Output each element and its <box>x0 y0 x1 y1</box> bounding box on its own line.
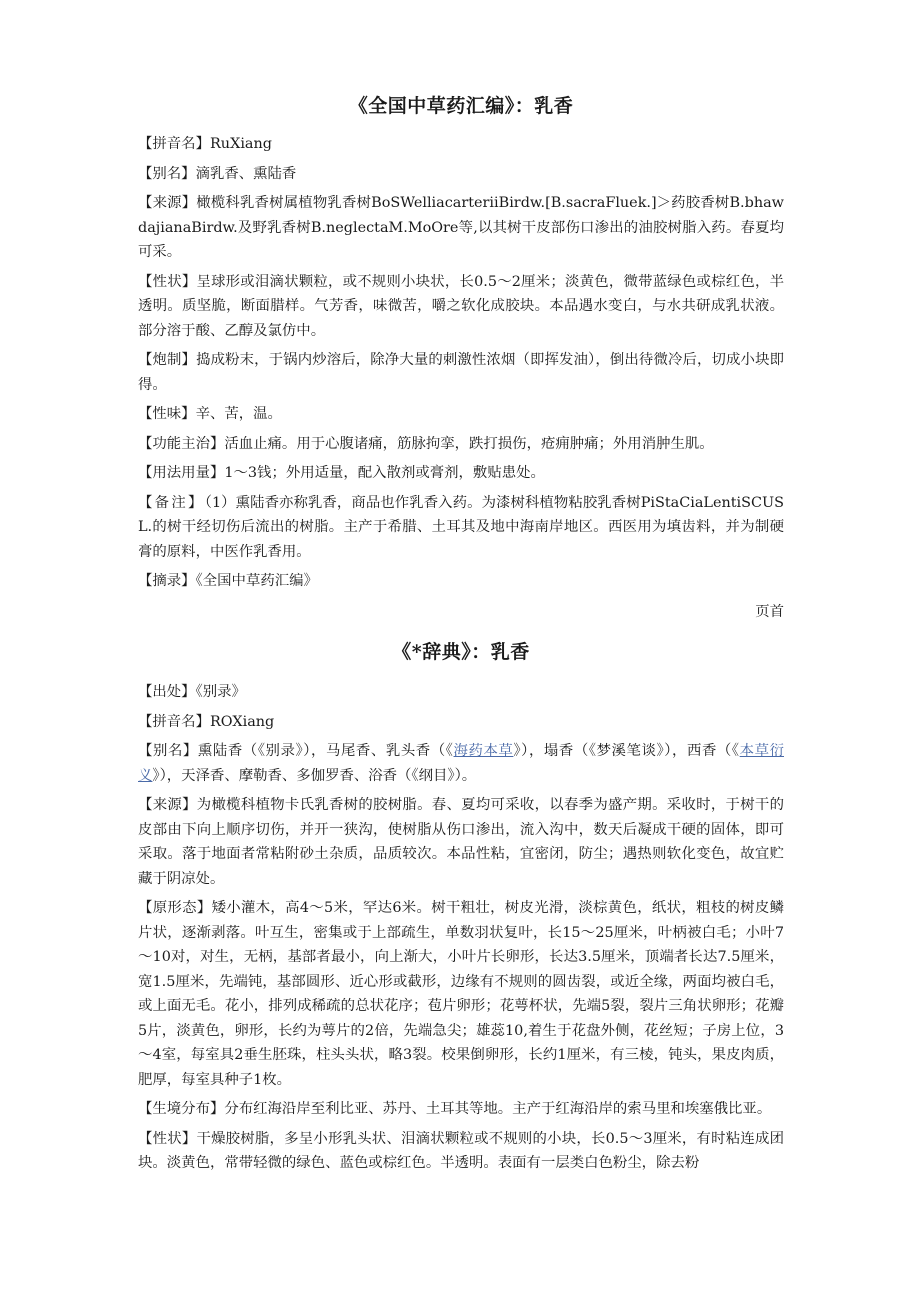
doc1-function <box>138 432 784 457</box>
doc1-excerpt <box>138 569 784 594</box>
section-text: 活血止痛。用于心腹诸痛，筋脉拘挛，跌打损伤，疮痈肿痛；外用消肿生肌。 <box>224 435 714 452</box>
doc1-pinyin <box>138 132 784 157</box>
section-head: 【备注】 <box>138 494 205 511</box>
doc1-processing <box>138 348 784 397</box>
section-head: 【功能主治】 <box>138 435 225 452</box>
document-page <box>138 0 784 1181</box>
back-to-top-link[interactable]: 页首 <box>755 603 784 620</box>
section-head: 【别名】 <box>138 743 198 759</box>
section-text: RuXiang <box>209 136 272 152</box>
section-head: 【出处】 <box>138 684 196 700</box>
bencao-yanyi-link[interactable]: 本草衍义 <box>138 743 784 784</box>
section-head: 【别名】 <box>138 165 196 182</box>
section-text: 矮小灌木，高4～5米，罕达6米。树干粗壮，树皮光滑，淡棕黄色，纸状，粗枝的树皮鳞片状，逐渐剥落。叶互生，密集或于上部疏生，单数羽状复叶，长15～25厘米，叶柄被白毛；小叶7～10对，对生，无柄，基部者最小，向上渐大，小叶片长卵形，长达3.5厘米，顶端者长达7.5厘米，宽1.5厘米，先端钝，基部圆形、近心形或截形，边缘有不规则的圆齿裂，或近全缘，两面均被白毛，或上面无毛。花小，排列成稀疏的总状花序；苞片卵形；花萼杯状，先端5裂，裂片三角状卵形；花瓣5片，淡黄色，卵形，长约为萼片的2倍，先端急尖；雄蕊10,着生于花盘外侧，花丝短；子房上位，3～4室，每室具2垂生胚珠，柱头头状，略3裂。校果倒卵形，长约1厘米，有三棱，钝头，果皮肉质，肥厚，每室具种子1枚。 <box>138 900 784 1088</box>
doc1-alias <box>138 162 784 187</box>
doc1-title: 《全国中草药汇编》：乳香 <box>348 95 574 117</box>
doc1-usage <box>138 461 784 486</box>
doc2-pinyin <box>138 710 784 735</box>
section-text: 滴乳香、熏陆香 <box>195 165 297 182</box>
doc1-note <box>138 491 784 565</box>
doc2-character <box>138 1127 784 1176</box>
section-text: 《全国中草药汇编》 <box>195 573 318 589</box>
doc2-alias <box>138 739 784 788</box>
doc2-morphology <box>138 896 784 1092</box>
section-head: 【性状】 <box>138 1130 197 1147</box>
section-head: 【性味】 <box>138 406 196 422</box>
doc2-source <box>138 793 784 891</box>
section-head: 【用法用量】 <box>138 465 225 481</box>
doc1-source <box>138 191 784 265</box>
section-text: 1～3钱；外用适量，配入散剂或膏剂，敷贴患处。 <box>224 465 545 481</box>
doc1-character <box>138 270 784 344</box>
section-text: 》），塌香（《梦溪笔谈》），西香（《 <box>513 743 740 759</box>
section-text: 》），天泽香、摩勒香、多伽罗香、浴香（《纲目》）。 <box>152 767 477 784</box>
haiyao-bencao-link[interactable]: 海药本草 <box>453 743 514 759</box>
section-head: 【拼音名】 <box>138 136 210 152</box>
section-text: （1）熏陆香亦称乳香，商品也作乳香入药。为漆树科植物粘胶乳香树PiStaCiaLentiSCUSL.的树干经切伤后流出的树脂。主产于希腊、土耳其及地中海南岸地区。西医用为填齿料，并为制硬膏的原料，中医作乳香用。 <box>138 494 784 560</box>
section-text: 呈球形或泪滴状颗粒，或不规则小块状，长0.5～2厘米；淡黄色，微带蓝绿色或棕红色，半透明。质坚脆，断面腊样。气芳香，味微苦，嚼之软化成胶块。本品遇水变白，与水共研成乳状液。部分溶于酸、乙醇及氯仿中。 <box>138 273 784 339</box>
section-head: 【来源】 <box>138 195 197 211</box>
section-head: 【炮制】 <box>138 352 197 368</box>
section-head: 【来源】 <box>138 797 197 813</box>
section-text: 为橄榄科植物卡氏乳香树的胶树脂。春、夏均可采收，以春季为盛产期。采收时，于树干的皮部由下向上顺序切伤，并开一狭沟，使树脂从伤口渗出，流入沟中，数天后凝成干硬的固体，即可采取。落于地面者常粘附砂土杂质，品质较次。本品性粘，宜密闭，防尘；遇热则软化变色，故宜贮藏于阴凉处。 <box>138 797 784 887</box>
section-text: 《别录》 <box>195 684 246 700</box>
section-head: 【性状】 <box>138 273 197 290</box>
doc2-title: 《*辞典》：乳香 <box>392 641 530 663</box>
section-text: ROXiang <box>209 713 275 730</box>
section-head: 【拼音名】 <box>138 713 210 730</box>
section-text: 橄榄科乳香树属植物乳香树BoSWelliacarteriiBirdw.[B.sacraFluek.]＞药胶香树B.bhawdajianaBirdw.及野乳香树B.neglectaM.MoOre等,以其树干皮部伤口渗出的油胶树脂入药。春夏均可采。 <box>138 195 784 260</box>
section-head: 【摘录】 <box>138 573 196 589</box>
section-text: 捣成粉末，于锅内炒溶后，除净大量的刺激性浓烟（即挥发油），倒出待微冷后，切成小块即得。 <box>138 352 784 393</box>
section-text: 分布红海沿岸至利比亚、苏丹、土耳其等地。主产于红海沿岸的索马里和埃塞俄比亚。 <box>224 1101 772 1117</box>
doc1-taste <box>138 402 784 427</box>
section-text: 辛、苦，温。 <box>195 406 282 422</box>
section-head: 【原形态】 <box>138 900 212 916</box>
doc2-origin <box>138 680 784 705</box>
section-head: 【生境分布】 <box>138 1101 225 1117</box>
doc2-distribution <box>138 1097 784 1122</box>
section-text: 熏陆香（《别录》），马尾香、乳头香（《 <box>197 743 454 759</box>
section-text: 干燥胶树脂，多呈小形乳头状、泪滴状颗粒或不规则的小块，长0.5～3厘米，有时粘连成团块。淡黄色，常带轻微的绿色、蓝色或棕红色。半透明。表面有一层类白色粉尘，除去粉 <box>138 1130 784 1171</box>
